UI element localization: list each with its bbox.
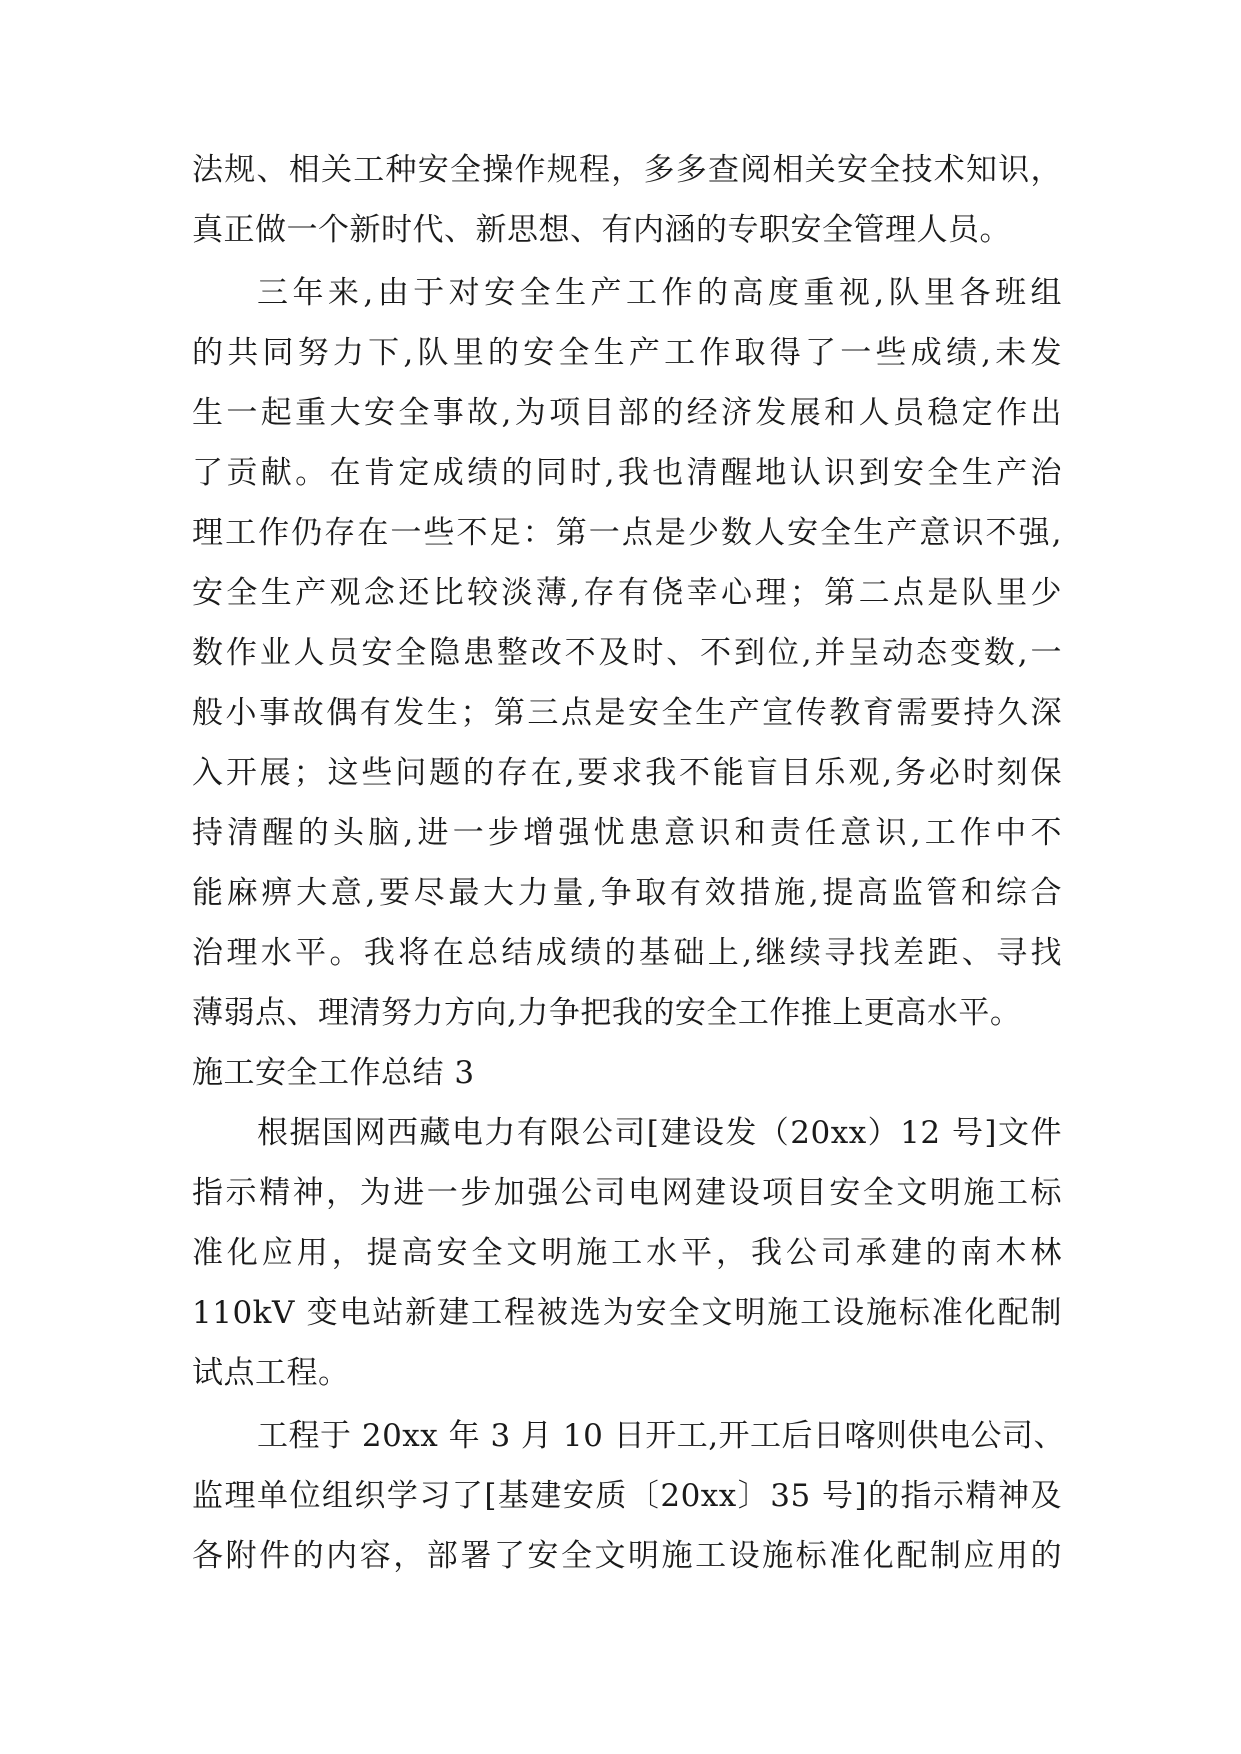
text-line: 监理单位组织学习了[基建安质〔20xx〕35 号]的指示精神及	[192, 1478, 1062, 1514]
text-line: 数作业人员安全隐患整改不及时、不到位,并呈动态变数,一	[192, 635, 1062, 671]
text-line: 能麻痹大意,要尽最大力量,争取有效措施,提高监管和综合	[192, 875, 1062, 911]
text-line: 生一起重大安全事故,为项目部的经济发展和人员稳定作出	[192, 395, 1062, 431]
text-line: 110kV 变电站新建工程被选为安全文明施工设施标准化配制	[192, 1295, 1062, 1331]
text-line: 各附件的内容，部署了安全文明施工设施标准化配制应用的	[192, 1538, 1062, 1574]
text-line: 工程于 20xx 年 3 月 10 日开工,开工后日喀则供电公司、	[257, 1418, 1066, 1454]
text-line: 理工作仍存在一些不足：第一点是少数人安全生产意识不强,	[192, 515, 1062, 551]
text-line: 薄弱点、理清努力方向,力争把我的安全工作推上更高水平。	[192, 995, 1022, 1031]
text-line: 治理水平。我将在总结成绩的基础上,继续寻找差距、寻找	[192, 935, 1062, 971]
text-line: 三年来,由于对安全生产工作的高度重视,队里各班组	[257, 275, 1062, 311]
text-line: 真正做一个新时代、新思想、有内涵的专职安全管理人员。	[192, 212, 1011, 248]
text-line: 根据国网西藏电力有限公司[建设发（20xx）12 号]文件	[257, 1115, 1062, 1151]
text-line: 试点工程。	[192, 1355, 350, 1391]
text-line: 入开展；这些问题的存在,要求我不能盲目乐观,务必时刻保	[192, 755, 1062, 791]
text-line: 般小事故偶有发生；第三点是安全生产宣传教育需要持久深	[192, 695, 1062, 731]
text-line: 的共同努力下,队里的安全生产工作取得了一些成绩,未发	[192, 335, 1062, 371]
section-heading: 施工安全工作总结 3	[192, 1055, 475, 1091]
text-line: 指示精神，为进一步加强公司电网建设项目安全文明施工标	[192, 1175, 1062, 1211]
text-line: 准化应用，提高安全文明施工水平，我公司承建的南木林	[192, 1235, 1062, 1271]
text-line: 安全生产观念还比较淡薄,存有侥幸心理；第二点是队里少	[192, 575, 1062, 611]
text-line: 法规、相关工种安全操作规程，多多查阅相关安全技术知识，	[192, 152, 1062, 188]
document-body	[192, 140, 1066, 1586]
text-line: 了贡献。在肯定成绩的同时,我也清醒地认识到安全生产治	[192, 455, 1062, 491]
text-line: 持清醒的头脑,进一步增强忧患意识和责任意识,工作中不	[192, 815, 1062, 851]
